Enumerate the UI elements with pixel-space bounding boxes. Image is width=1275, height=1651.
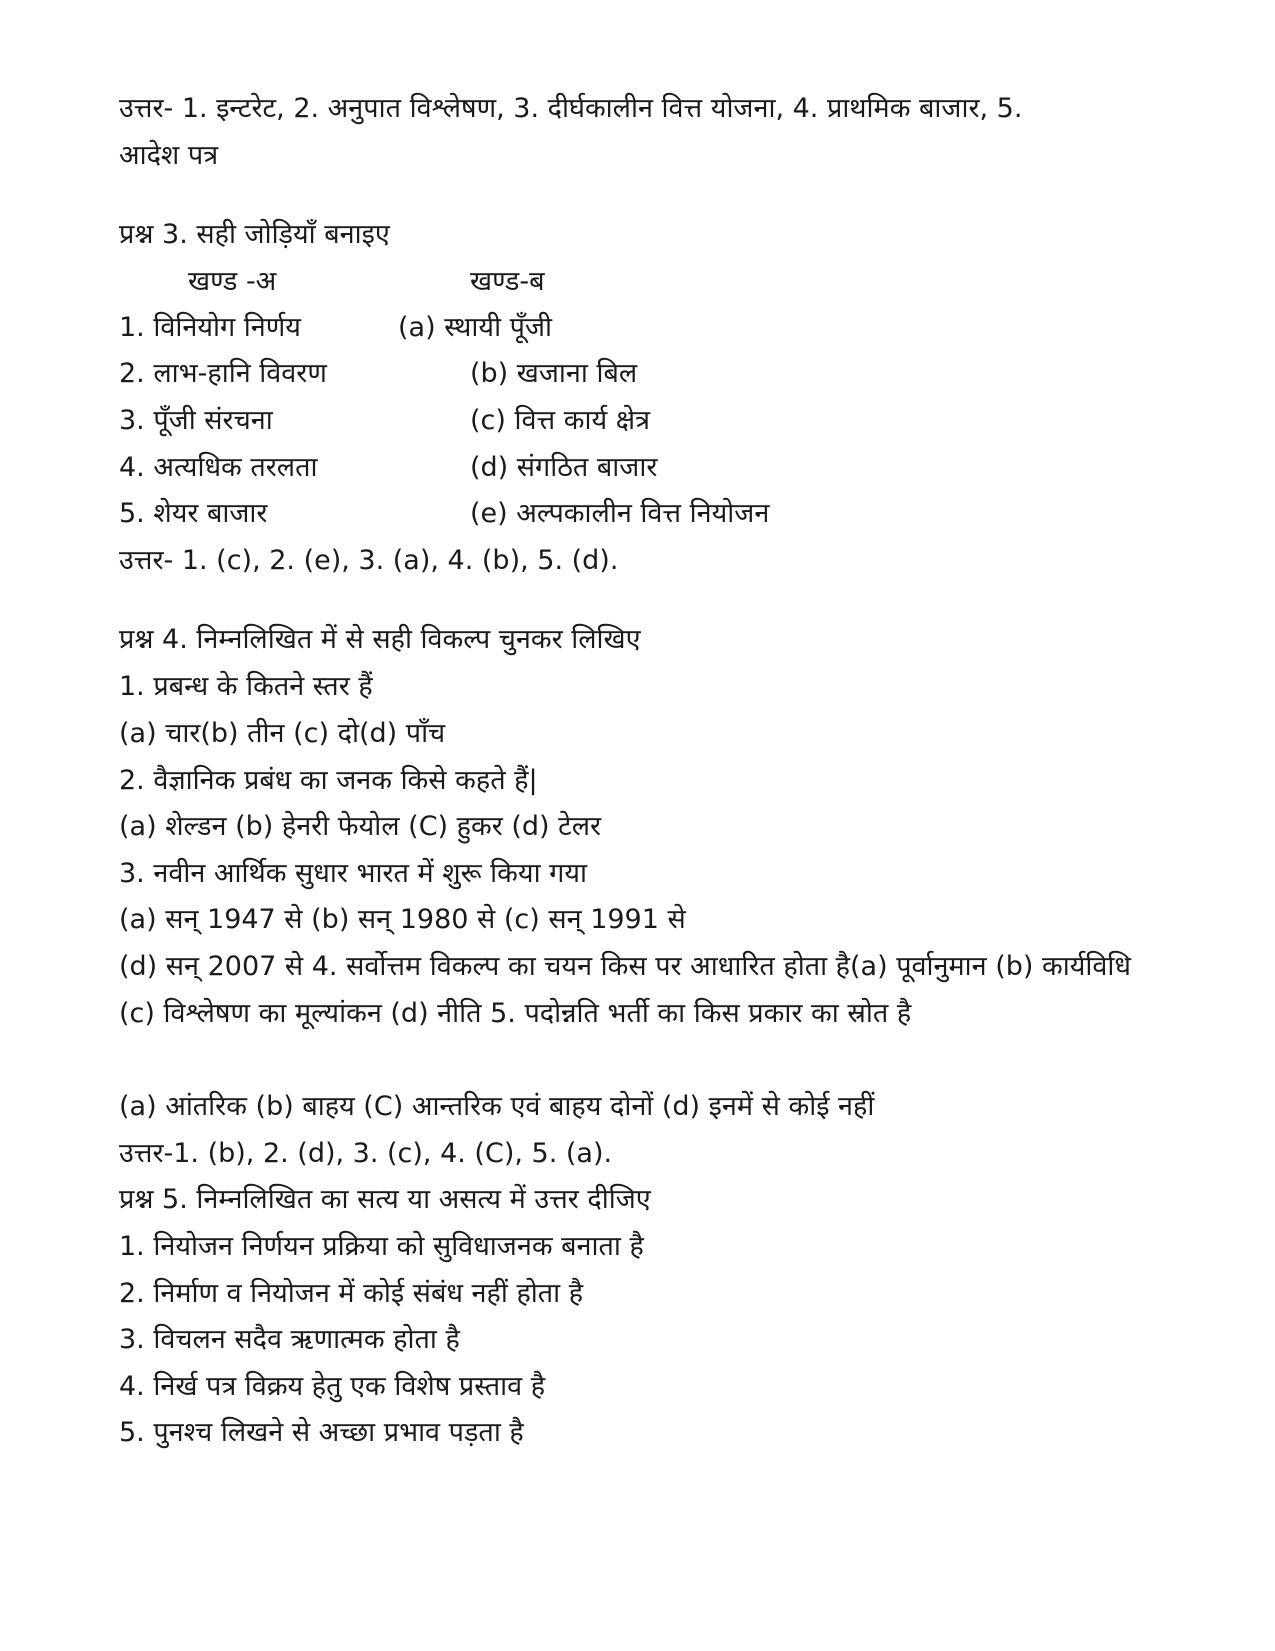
answer-q2-line1: उत्तर- 1. इन्टरेट, 2. अनुपात विश्लेषण, 3. दीर्घकालीन वित्त योजना, 4. प्राथमिक बाजार, 5. — [119, 93, 1023, 124]
q3-row-a: 4. अत्यधिक तरलता — [119, 452, 318, 483]
q5-item: 3. विचलन सदैव ऋणात्मक होता है — [119, 1324, 460, 1355]
q3-header-b: खण्ड-ब — [470, 266, 545, 297]
q4-options-line: (a) आंतरिक (b) बाहय (C) आन्तरिक एवं बाहय दोनों (d) इनमें से कोई नहीं — [119, 1091, 875, 1122]
q5-item: 2. निर्माण व नियोजन में कोई संबंध नहीं होता है — [119, 1278, 584, 1309]
q3-row-a: 1. विनियोग निर्णय — [119, 312, 301, 343]
q3-row-a: 3. पूँजी संरचना — [119, 405, 273, 436]
q3-answer: उत्तर- 1. (c), 2. (e), 3. (a), 4. (b), 5. (d). — [119, 545, 619, 576]
answer-q2-line2: आदेश पत्र — [119, 140, 219, 171]
q3-row-b: (c) वित्त कार्य क्षेत्र — [470, 405, 650, 436]
q4-title: प्रश्न 4. निम्नलिखित में से सही विकल्प चुनकर लिखिए — [119, 624, 641, 655]
q4-line: (a) चार(b) तीन (c) दो(d) पाँच — [119, 718, 446, 749]
q4-line: 3. नवीन आर्थिक सुधार भारत में शुरू किया गया — [119, 858, 587, 889]
q5-title: प्रश्न 5. निम्नलिखित का सत्य या असत्य में उत्तर दीजिए — [119, 1184, 651, 1215]
q4-paragraph: (d) सन् 2007 से 4. सर्वोत्तम विकल्प का चयन किस पर आधारित होता है(a) पूर्वानुमान (b) कार्यविधि (c) विश्लेषण का मूल्यांकन (d) नीति 5. पदोन्नति भर्ती का किस प्रकार का स्रोत है — [119, 951, 1132, 1029]
q3-row-b: (a) स्थायी पूँजी — [398, 312, 553, 343]
q5-item: 4. निर्ख पत्र विक्रय हेतु एक विशेष प्रस्ताव है — [119, 1371, 546, 1402]
q5-item: 1. नियोजन निर्णयन प्रक्रिया को सुविधाजनक बनाता है — [119, 1231, 644, 1262]
q3-row-a: 5. शेयर बाजार — [119, 498, 268, 529]
q3-row-b: (d) संगठित बाजार — [470, 452, 658, 483]
q3-row-b: (e) अल्पकालीन वित्त नियोजन — [470, 498, 770, 529]
q3-title: प्रश्न 3. सही जोड़ियाँ बनाइए — [119, 219, 390, 250]
q3-header-a: खण्ड -अ — [188, 266, 277, 297]
q4-line: (a) शेल्डन (b) हेनरी फेयोल (C) हुकर (d) टेलर — [119, 811, 602, 842]
q3-row-b: (b) खजाना बिल — [470, 358, 638, 389]
q4-line: 1. प्रबन्ध के कितने स्तर हैं — [119, 671, 373, 702]
q4-answer: उत्तर-1. (b), 2. (d), 3. (c), 4. (C), 5. (a). — [119, 1138, 613, 1169]
q4-line: 2. वैज्ञानिक प्रबंध का जनक किसे कहते हैं| — [119, 765, 538, 796]
q3-row-a: 2. लाभ-हानि विवरण — [119, 358, 327, 389]
q4-line: (a) सन् 1947 से (b) सन् 1980 से (c) सन् 1991 से — [119, 904, 686, 935]
q5-item: 5. पुनश्च लिखने से अच्छा प्रभाव पड़ता है — [119, 1417, 524, 1448]
